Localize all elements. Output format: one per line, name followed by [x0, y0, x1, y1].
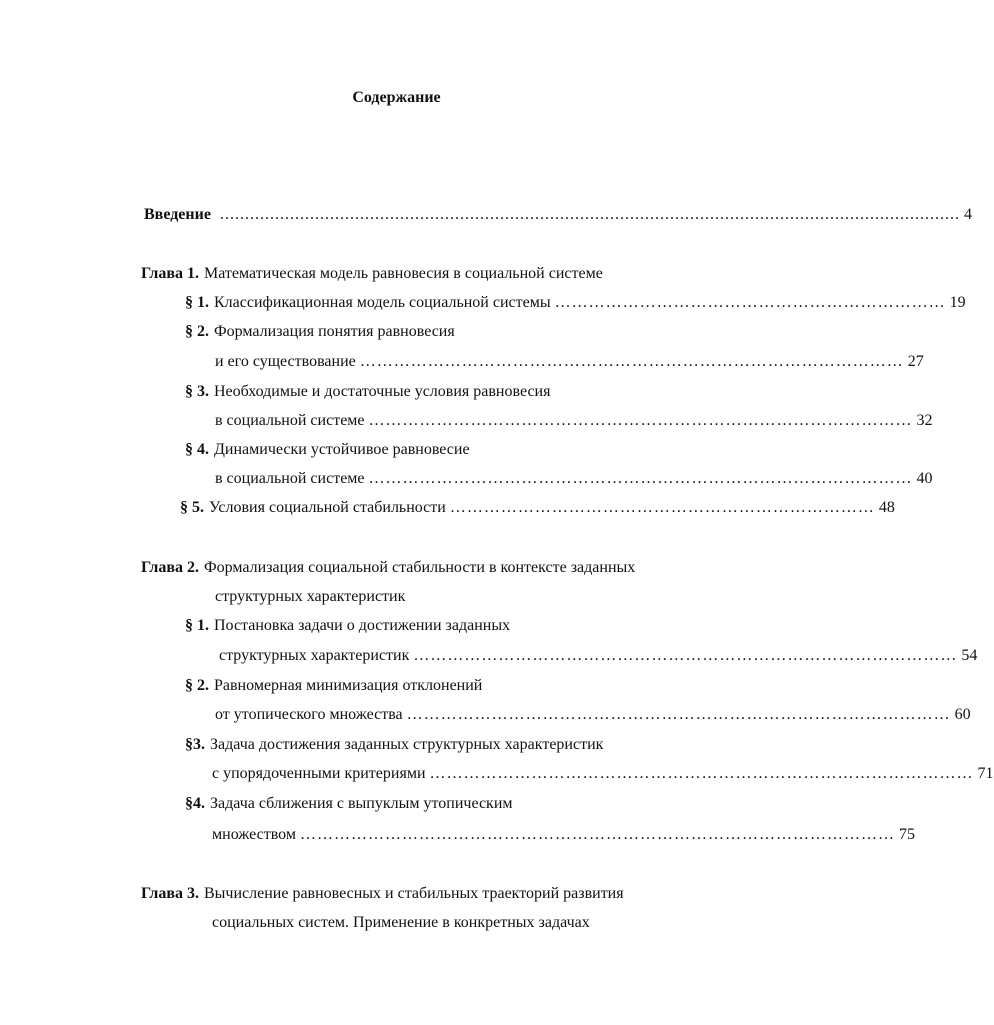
section-label: § 4.	[185, 441, 209, 458]
leader-dots: ……………………………………………………………………………………	[413, 647, 958, 664]
page-number: 19	[949, 294, 966, 311]
toc-entry-ch2-s1-line1	[185, 616, 510, 636]
section-title: Классификационная модель социальной системы	[214, 294, 551, 311]
section-title: Динамически устойчивое равновесие	[214, 441, 470, 458]
leader-dots: ……………………………………………………………………………………………	[300, 826, 895, 843]
leader-dots: ....................................................................................................................................................	[219, 206, 960, 223]
section-label: § 5.	[180, 499, 204, 516]
section-label: §3.	[185, 736, 205, 753]
section-title: Задача сближения с выпуклым утопическим	[210, 795, 513, 812]
chapter-title-cont: структурных характеристик	[215, 588, 406, 605]
chapter-title-cont: социальных систем. Применение в конкретных задачах	[212, 914, 590, 931]
section-title: Постановка задачи о достижении заданных	[214, 617, 511, 634]
toc-entry-ch2-s3-line1	[185, 735, 603, 755]
page-number: 32	[916, 412, 933, 429]
page-number: 40	[916, 470, 933, 487]
section-title-cont: с упорядоченными критериями	[212, 765, 426, 782]
section-label: § 2.	[185, 677, 209, 694]
leader-dots: ……………………………………………………………………………………	[368, 470, 913, 487]
page-number: 27	[907, 353, 924, 370]
section-label: § 1.	[185, 294, 209, 311]
page-number: 71	[977, 765, 994, 782]
page-number: 60	[954, 706, 971, 723]
chapter-title: Математическая модель равновесия в социальной системе	[204, 265, 603, 282]
toc-entry-ch1-s1	[185, 293, 966, 313]
page-number: 4	[963, 206, 972, 223]
page-number: 48	[878, 499, 895, 516]
toc-entry-ch1-s2-line1	[185, 322, 455, 342]
section-title-cont: и его существование	[215, 353, 356, 370]
section-label: § 3.	[185, 383, 209, 400]
toc-entry-ch2-s2-line2	[215, 705, 971, 725]
chapter-title: Формализация социальной стабильности в контексте заданных	[204, 559, 636, 576]
section-title-cont: структурных характеристик	[219, 647, 410, 664]
leader-dots: ……………………………………………………………………………………	[429, 765, 974, 782]
toc-entry-ch2-s1-line2	[219, 646, 978, 666]
toc-entry-ch1-s3-line2	[215, 411, 933, 431]
chapter-3-heading	[141, 884, 624, 904]
chapter-2-heading-cont	[215, 587, 405, 607]
toc-entry-ch2-s4-line1	[185, 794, 513, 814]
chapter-label: Глава 3.	[141, 885, 199, 902]
toc-entry-ch2-s3-line2	[212, 764, 994, 784]
toc-entry-intro	[144, 205, 972, 225]
chapter-title: Вычисление равновесных и стабильных траекторий развития	[204, 885, 624, 902]
leader-dots: ……………………………………………………………………………………	[368, 412, 913, 429]
section-title-cont: в социальной системе	[215, 470, 365, 487]
section-title: Равномерная минимизация отклонений	[214, 677, 483, 694]
leader-dots: ……………………………………………………………………………………	[406, 706, 951, 723]
page-title: Содержание	[352, 89, 441, 106]
leader-dots: …………………………………………………………………	[449, 499, 875, 516]
chapter-2-heading	[141, 558, 635, 578]
section-title: Задача достижения заданных структурных характеристик	[210, 736, 604, 753]
section-title: Необходимые и достаточные условия равновесия	[214, 383, 551, 400]
section-label: §4.	[185, 795, 205, 812]
section-title: Формализация понятия равновесия	[214, 323, 455, 340]
page-number: 75	[899, 826, 915, 843]
section-title: Условия социальной стабильности	[209, 499, 446, 516]
toc-entry-ch1-s5	[180, 498, 895, 518]
toc-entry-ch1-s3-line1	[185, 382, 550, 402]
section-title-cont: в социальной системе	[215, 412, 365, 429]
entry-label: Введение	[144, 206, 211, 223]
page-number: 54	[961, 647, 978, 664]
toc-entry-ch1-s4-line2	[215, 469, 933, 489]
chapter-label: Глава 2.	[141, 559, 199, 576]
toc-entry-ch2-s4-line2	[212, 825, 915, 845]
toc-entry-ch1-s2-line2	[215, 352, 924, 372]
leader-dots: ……………………………………………………………………………………	[359, 353, 904, 370]
section-label: § 1.	[185, 617, 209, 634]
section-title-cont: от утопического множества	[215, 706, 403, 723]
section-title-cont: множеством	[212, 826, 296, 843]
leader-dots: ……………………………………………………………	[554, 294, 946, 311]
chapter-label: Глава 1.	[141, 265, 199, 282]
section-label: § 2.	[185, 323, 209, 340]
toc-entry-ch2-s2-line1	[185, 676, 482, 696]
chapter-3-heading-cont	[212, 913, 590, 933]
toc-entry-ch1-s4-line1	[185, 440, 470, 460]
chapter-1-heading	[141, 264, 603, 284]
